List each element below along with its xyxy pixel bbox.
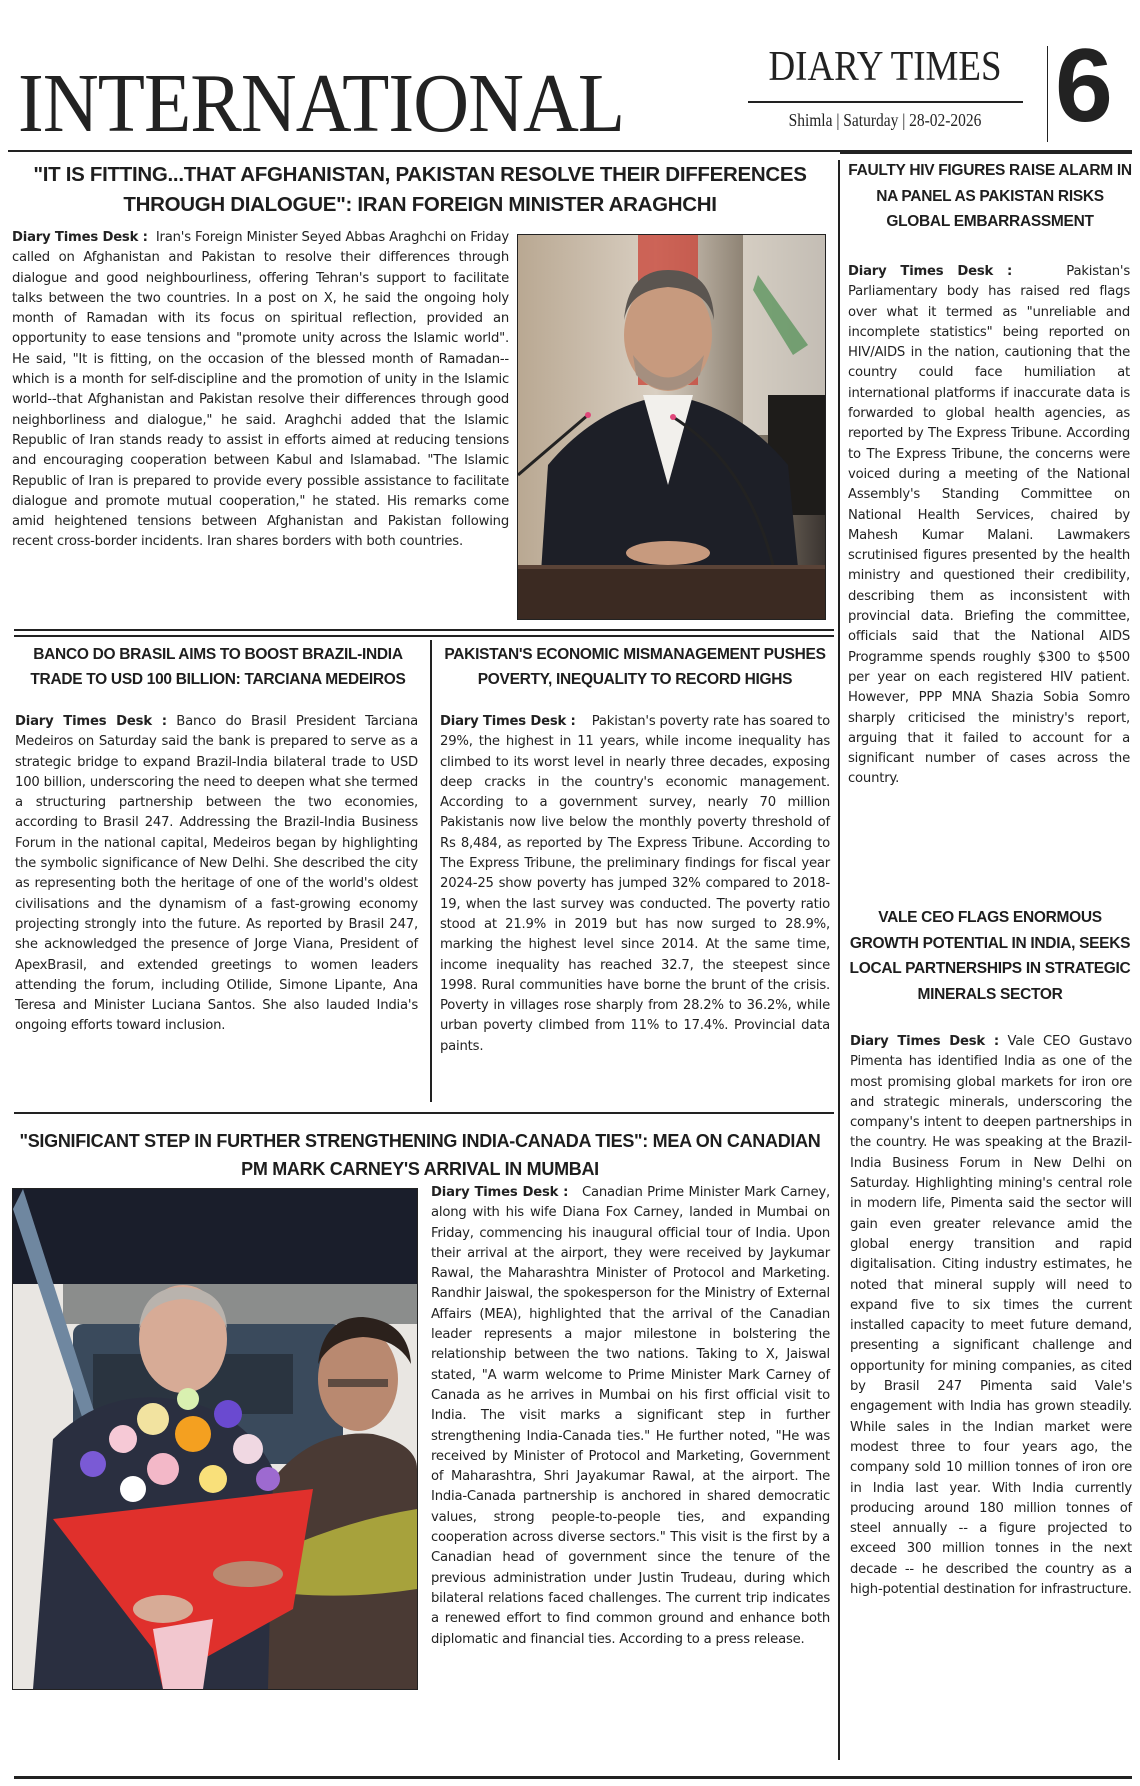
article-text: Banco do Brasil President Tarciana Medeiros on Saturday said the bank is prepared to serve as a strategic bridge to expand Brazil-India bilateral trade to USD 100 billion, underscoring the need to deepen what she termed a structuring partnership between the two economies, according to Brasil 247. Addressing the Brazil-India Business Forum in the national capital, Medeiros began by highlighting the symbolic significance of New Delhi. She described the city as representing both the heritage of one of the world's oldest civilisations and the dynamism of a fast-growing economy projecting strongly into the future. As reported by Brasil 247, she acknowledged the presence of Jorge Viana, President of ApexBrasil, and extended greetings to women leaders attending the forum, including Otilide, Simone Lipante, Ana Teresa and Minister Luciana Santos. She also lauded India's ongoing efforts toward inclusion. [15, 714, 418, 1034]
article-body-india-canada [431, 1183, 830, 1650]
byline: Diary Times Desk : [440, 714, 576, 729]
article-text: Iran's Foreign Minister Seyed Abbas Araghchi on Friday called on Afghanistan and Pakistan to resolve their differences through dialogue and good neighbourliness, offering Tehran's support to facilitate talks between the two countries. In a post on X, he said the ongoing holy month of Ramadan with its focus on spiritual reflection, provided an opportunity to ease tensions and "promote unity across the Islamic world". He said, "It is fitting, on the occasion of the blessed month of Ramadan--which is a month for self-discipline and the promotion of unity in the Islamic world--that Afghanistan and Pakistan resolve their differences through good neighborliness and dialogue," he said. Araghchi added that the Islamic Republic of Iran stands ready to assist in efforts aimed at reducing tensions and encouraging cooperation between Kabul and Islamabad. "The Islamic Republic of Iran is prepared to provide every possible assistance to facilitate dialogue and promote mutual cooperation," he stated. His remarks come amid heightened tensions between Afghanistan and Pakistan following recent cross-border incidents. Iran shares borders with both countries. [12, 230, 510, 550]
headline-vale-ceo: VALE CEO FLAGS ENORMOUS GROWTH POTENTIAL IN INDIA, SEEKS LOCAL PARTNERSHIPS IN STRATEGIC MINERALS SECTOR [849, 909, 1131, 1003]
article-divider-1a [14, 629, 834, 631]
dateline: Shimla | Saturday | 28-02-2026 [788, 110, 982, 130]
section-title: INTERNATIONAL [18, 57, 625, 150]
byline: Diary Times Desk : [431, 1185, 569, 1200]
article-body-hiv-figures [848, 262, 1130, 790]
byline: Diary Times Desk : [15, 714, 167, 729]
carney-photo [12, 1188, 418, 1690]
headline-iran: "IT IS FITTING...THAT AFGHANISTAN, PAKISTAN RESOLVE THEIR DIFFERENCES THROUGH DIALOGUE": IRAN FOREIGN MINISTER ARAGHCHI [33, 163, 807, 216]
headline-pakistan-economy: PAKISTAN'S ECONOMIC MISMANAGEMENT PUSHES POVERTY, INEQUALITY TO RECORD HIGHS [444, 646, 826, 688]
newspaper-brand: DIARY TIMES [768, 44, 1002, 90]
araghchi-photo-illustration [518, 235, 825, 619]
article-body-iran [12, 228, 509, 553]
article-text: Vale CEO Gustavo Pimenta has identified India as one of the most promising global markets for iron ore and strategic minerals, underscoring the company's intent to deepen partnerships in the country. He was speaking at the Brazil-India Business Forum in New Delhi on Saturday. Highlighting mining's central role in modern life, Pimenta said the sector will gain even greater relevance amid the global energy transition and rapid digitalisation. Citing industry estimates, he noted that mineral supply will need to expand five to six times the current installed capacity to meet future demand, presenting a significant challenge and opportunity for mining companies, as cited by Brasil 247 Pimenta said Vale's engagement with India has grown steadily. While sales in the Indian market were modest three to four years ago, the company sold 10 million tonnes of iron ore in India last year. With India currently producing around 180 million tonnes of steel annually -- a figure projected to exceed 300 million tonnes in the next decade -- he described the country as a high-potential destination for infrastructure. [850, 1034, 1132, 1598]
right-column-top-rule [840, 152, 1132, 154]
carney-photo-illustration [13, 1189, 417, 1689]
brand-divider [748, 101, 1023, 103]
masthead [0, 0, 1140, 150]
article-text: Pakistan's Parliamentary body has raised red flags over what it termed as "unreliable and incomplete statistics" being reported on HIV/AIDS in the nation, cautioning that the country could face humiliation at international platforms if inaccurate data is forwarded to global health agencies, as reported by The Express Tribune. According to The Express Tribune, the concerns were voiced during a meeting of the National Assembly's Standing Committee on National Health Services, chaired by Mahesh Kumar Malani. Lawmakers scrutinised figures presented by the health ministry and questioned their credibility, describing them as inconsistent with provincial data. Briefing the committee, officials said that the National AIDS Programme spends roughly $300 to $500 per year on each registered HIV patient. However, PPP MNA Shazia Sobia Somro sharply criticised the ministry's report, arguing that it failed to account for a significant number of cases across the country. [848, 264, 1130, 787]
article-body-banco-do-brasil [15, 712, 418, 1037]
column-divider-right [838, 160, 840, 1760]
byline: Diary Times Desk : [12, 230, 148, 245]
article-body-pakistan-economy [440, 712, 830, 1057]
page-bottom-rule [14, 1776, 1132, 1779]
article-divider-2 [14, 1112, 834, 1114]
column-divider-middle [430, 640, 432, 1102]
masthead-separator [1047, 46, 1048, 142]
headline-banco-do-brasil: BANCO DO BRASIL AIMS TO BOOST BRAZIL-INDIA TRADE TO USD 100 BILLION: TARCIANA MEDEIROS [30, 646, 406, 688]
page-number: 6 [1055, 28, 1113, 144]
byline: Diary Times Desk : [848, 264, 1013, 279]
article-divider-1b [14, 635, 834, 637]
article-text: Pakistan's poverty rate has soared to 29%, the highest in 11 years, while income inequality has climbed to its worst level in nearly three decades, exposing deep cracks in the country's economic management. According to a government survey, nearly 70 million Pakistanis now live below the monthly poverty threshold of Rs 8,484, as reported by The Express Tribune. According to The Express Tribune, the preliminary findings for fiscal year 2024-25 show poverty has jumped 32% compared to 2018-19, when the last survey was conducted. The poverty ratio stood at 21.9% in 2019 but has now surged to 28.9%, marking the highest level since 2014. At the same time, income inequality has reached 32.7, the steepest since 1998. Rural communities have borne the brunt of the crisis. Poverty in villages rose sharply from 28.2% to 36.2%, while urban poverty climbed from 11% to 17.4%. Provincial data paints. [440, 714, 830, 1054]
headline-india-canada: "SIGNIFICANT STEP IN FURTHER STRENGTHENING INDIA-CANADA TIES": MEA ON CANADIAN PM MARK CARNEY'S ARRIVAL IN MUMBAI [19, 1131, 821, 1179]
article-body-vale-ceo [850, 1032, 1132, 1600]
headline-hiv-figures: FAULTY HIV FIGURES RAISE ALARM IN NA PANEL AS PAKISTAN RISKS GLOBAL EMBARRASSMENT [848, 162, 1132, 230]
article-text: Canadian Prime Minister Mark Carney, along with his wife Diana Fox Carney, landed in Mumbai on Friday, commencing his inaugural official tour of India. Upon their arrival at the airport, they were received by Jaykumar Rawal, the Maharashtra Minister of Protocol and Marketing. Randhir Jaiswal, the spokesperson for the Ministry of External Affairs (MEA), highlighted that the arrival of the Canadian leader represents a major milestone in bolstering the relationship between the two nations. Taking to X, Jaiswal stated, "A warm welcome to Prime Minister Mark Carney of Canada as he arrives in Mumbai on his first official visit to India. The visit marks a significant step in further strengthening India-Canada ties." He further noted, "He was received by Minister of Protocol and Marketing, Government of Maharashtra, Shri Jayakumar Rawal, at the airport. The India-Canada partnership is anchored in shared democratic values, strong people-to-people ties, and expanding cooperation across diverse sectors." This visit is the first by a Canadian head of government since the tenure of the previous administration under Justin Trudeau, during which bilateral relations faced challenges. The current trip indicates a renewed effort to find common ground and enhance both diplomatic and financial ties. According to a press release. [431, 1185, 830, 1647]
byline: Diary Times Desk : [850, 1034, 999, 1049]
araghchi-photo [517, 234, 826, 620]
